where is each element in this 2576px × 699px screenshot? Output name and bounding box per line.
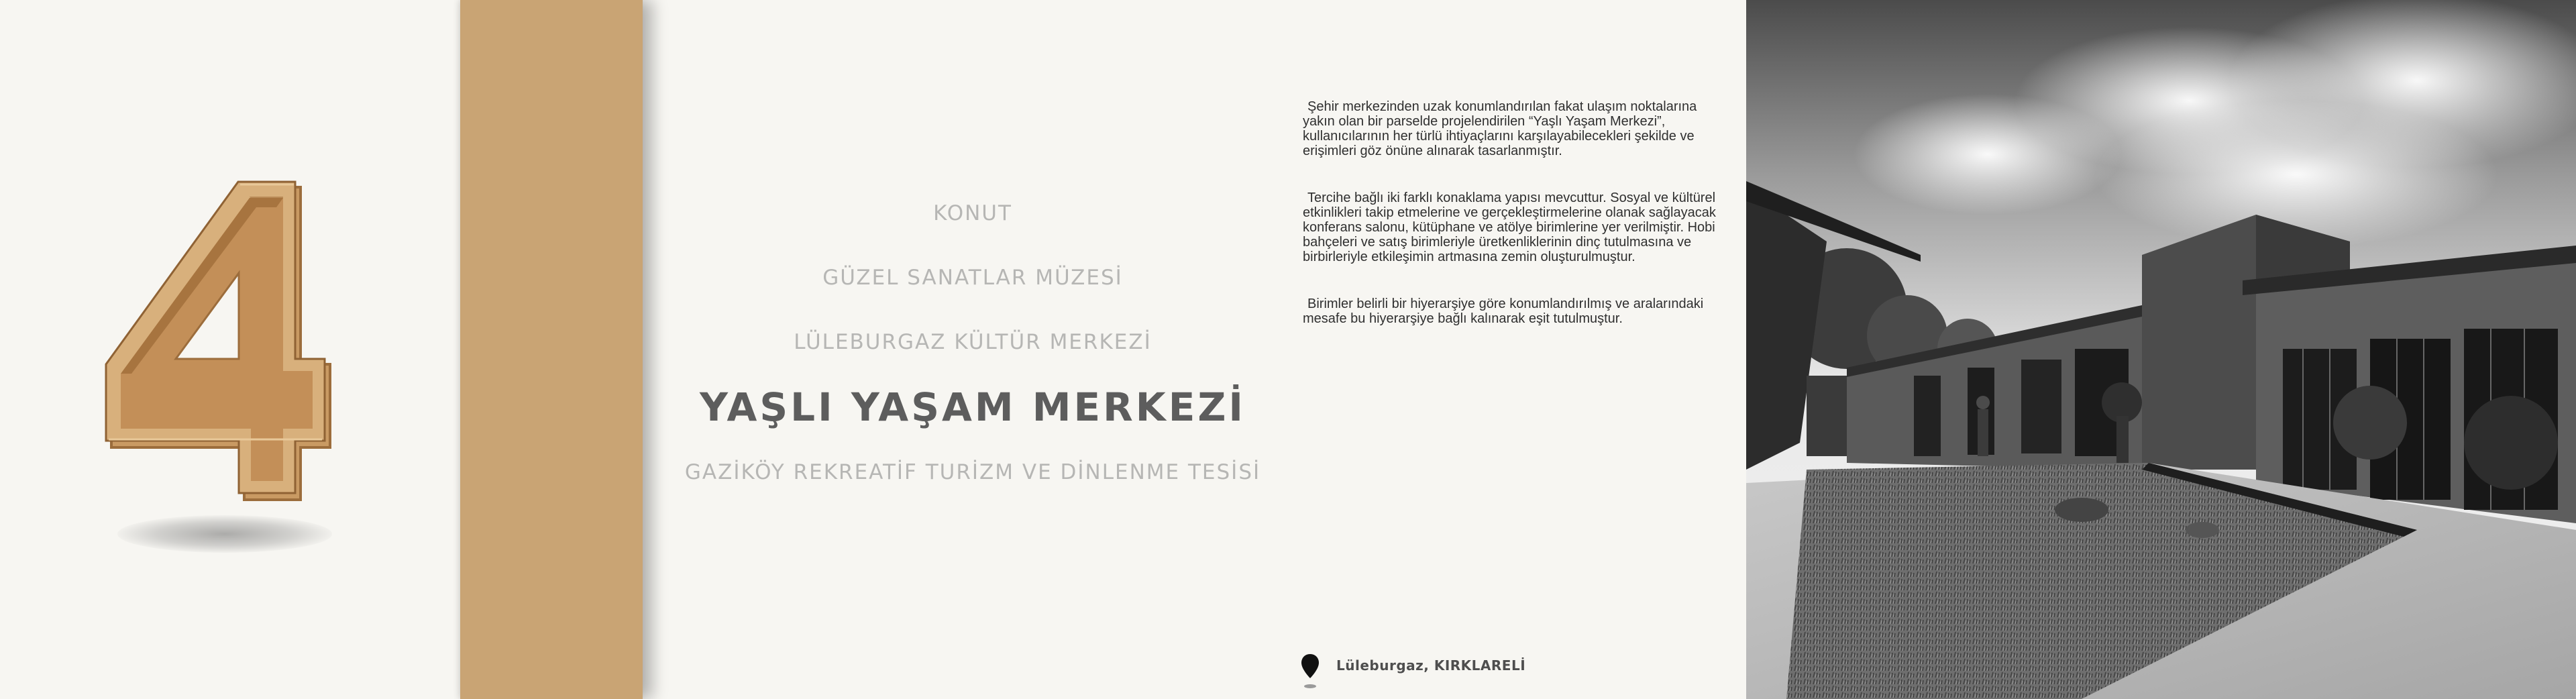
description-paragraph-3: Birimler belirli bir hiyerarşiye göre konumlandırılmış ve aralarındaki mesafe bu hiyerarşiye bağlı kalınarak eşit tutulmuştur. [1303, 297, 1704, 326]
project-item-konut[interactable]: KONUT [933, 201, 1012, 225]
location [1300, 652, 1525, 679]
number-shadow [117, 515, 332, 553]
project-list [644, 181, 1301, 504]
project-item-gazikoy-rekreatif[interactable]: GAZİKÖY REKREATİF TURİZM VE DİNLENME TESİSİ [684, 460, 1261, 484]
project-item-yasli-yasam-merkezi[interactable]: YAŞLI YAŞAM MERKEZİ [700, 384, 1246, 430]
project-item-guzel-sanatlar-muzesi[interactable]: GÜZEL SANATLAR MÜZESİ [822, 266, 1123, 290]
accent-bar [460, 0, 643, 699]
description-paragraph-2: Tercihe bağlı iki farklı konaklama yapısı mevcuttur. Sosyal ve kültürel etkinlikleri takip etmelerine ve gerçekleştirmelerine olanak sağlayacak konferans salonu, kütüphane ve atölye birimlerine yer verilmiştir. Hobi bahçeleri ve satış birimleriyle üretkenliklerinin dinç tutulmasına ve birbirleriyle etkileşimin artmasına zemin oluşturulmuştur. [1303, 191, 1716, 264]
project-item-luleburgaz-kultur-merkezi[interactable]: LÜLEBURGAZ KÜLTÜR MERKEZİ [794, 330, 1152, 354]
project-description [1303, 99, 1719, 358]
description-paragraph-1: Şehir merkezinden uzak konumlandırılan fakat ulaşım noktalarına yakın olan bir parselde projelendirilen “Yaşlı Yaşam Merkezi”, kullanıcılarının her türlü ihtiyaçlarını karşılayabilecekleri şekilde ve erişimleri göz önüne alınarak tasarlanmıştır. [1303, 99, 1697, 158]
location-text: Lüleburgaz, KIRKLARELİ [1336, 657, 1526, 674]
location-pin-icon [1300, 653, 1320, 690]
project-number [101, 158, 342, 520]
building-render-image [1746, 0, 2576, 699]
